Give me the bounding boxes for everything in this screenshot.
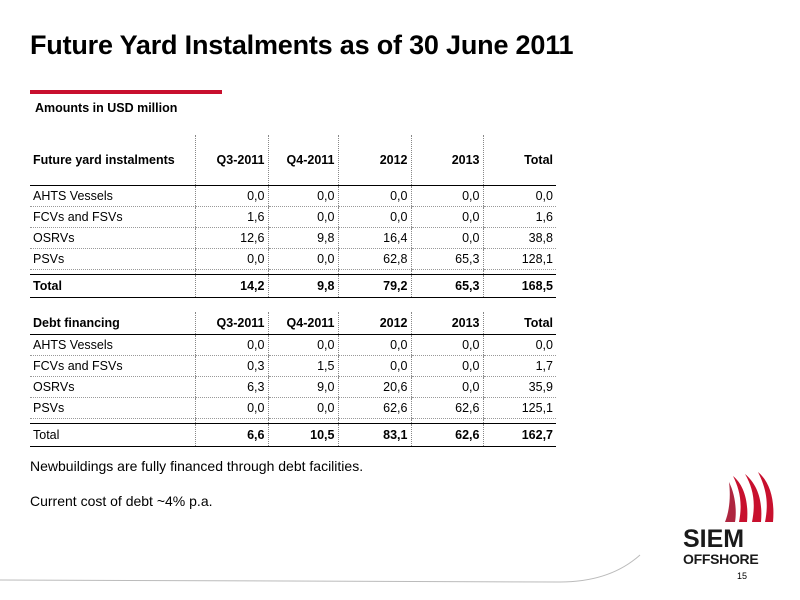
total-cell: 65,3 xyxy=(411,274,483,297)
header-cell: Q3-2011 xyxy=(195,312,268,334)
cell: 0,0 xyxy=(268,185,338,206)
total-cell: 79,2 xyxy=(338,274,411,297)
total-cell: 83,1 xyxy=(338,423,411,446)
cell: 0,0 xyxy=(411,355,483,376)
cell: 6,3 xyxy=(195,376,268,397)
header-cell: 2013 xyxy=(411,135,483,185)
cell: 62,8 xyxy=(338,248,411,269)
header-cell: Q4-2011 xyxy=(268,135,338,185)
total-cell: 14,2 xyxy=(195,274,268,297)
cell: 0,0 xyxy=(411,334,483,355)
row-label: OSRVs xyxy=(30,227,195,248)
table-row xyxy=(30,206,556,227)
cell: 0,0 xyxy=(483,334,556,355)
cell: 0,0 xyxy=(268,206,338,227)
table-header-row xyxy=(30,135,556,185)
logo-text-siem: SIEM xyxy=(683,525,745,553)
row-label: FCVs and FSVs xyxy=(30,355,195,376)
header-cell: Q3-2011 xyxy=(195,135,268,185)
table-row xyxy=(30,248,556,269)
cell: 125,1 xyxy=(483,397,556,418)
cell: 0,0 xyxy=(483,185,556,206)
cell: 1,5 xyxy=(268,355,338,376)
cell: 0,0 xyxy=(268,248,338,269)
row-label: AHTS Vessels xyxy=(30,185,195,206)
total-label: Total xyxy=(30,423,195,446)
cell: 38,8 xyxy=(483,227,556,248)
cell: 0,3 xyxy=(195,355,268,376)
cell: 0,0 xyxy=(195,334,268,355)
page-number: 15 xyxy=(737,571,748,581)
cell: 20,6 xyxy=(338,376,411,397)
header-cell: Q4-2011 xyxy=(268,312,338,334)
header-cell: Future yard instalments xyxy=(30,135,195,185)
page-title: Future Yard Instalments as of 30 June 2011 xyxy=(30,30,574,60)
cell: 0,0 xyxy=(338,206,411,227)
cell: 9,8 xyxy=(268,227,338,248)
header-cell: 2012 xyxy=(338,135,411,185)
cell: 0,0 xyxy=(411,227,483,248)
cell: 0,0 xyxy=(411,206,483,227)
cell: 0,0 xyxy=(195,248,268,269)
total-label: Total xyxy=(30,274,195,297)
cell: 9,0 xyxy=(268,376,338,397)
cell: 0,0 xyxy=(195,397,268,418)
total-cell: 62,6 xyxy=(411,423,483,446)
cell: 0,0 xyxy=(411,185,483,206)
row-label: FCVs and FSVs xyxy=(30,206,195,227)
cell: 1,6 xyxy=(483,206,556,227)
cell: 62,6 xyxy=(411,397,483,418)
table-row xyxy=(30,227,556,248)
note-financing: Newbuildings are fully financed through debt facilities. xyxy=(30,458,364,474)
header-cell: Total xyxy=(483,135,556,185)
cell: 1,6 xyxy=(195,206,268,227)
cell: 62,6 xyxy=(338,397,411,418)
title-underline xyxy=(30,90,222,94)
debt-financing-table xyxy=(30,312,556,447)
cell: 0,0 xyxy=(338,185,411,206)
cell: 0,0 xyxy=(338,334,411,355)
total-cell: 6,6 xyxy=(195,423,268,446)
table-row xyxy=(30,334,556,355)
table-row xyxy=(30,397,556,418)
note-cost-of-debt: Current cost of debt ~4% p.a. xyxy=(30,493,213,509)
logo-text-offshore: OFFSHORE xyxy=(683,551,759,567)
total-cell: 168,5 xyxy=(483,274,556,297)
instalments-table xyxy=(30,135,556,298)
cell: 0,0 xyxy=(195,185,268,206)
table-row xyxy=(30,355,556,376)
table-row xyxy=(30,376,556,397)
table-header-row xyxy=(30,312,556,334)
cell: 65,3 xyxy=(411,248,483,269)
cell: 12,6 xyxy=(195,227,268,248)
header-cell: 2013 xyxy=(411,312,483,334)
total-row xyxy=(30,423,556,446)
row-label: OSRVs xyxy=(30,376,195,397)
row-label: PSVs xyxy=(30,248,195,269)
header-cell: Total xyxy=(483,312,556,334)
header-cell: 2012 xyxy=(338,312,411,334)
cell: 35,9 xyxy=(483,376,556,397)
cell: 128,1 xyxy=(483,248,556,269)
amounts-label: Amounts in USD million xyxy=(35,101,178,115)
total-cell: 162,7 xyxy=(483,423,556,446)
row-label: AHTS Vessels xyxy=(30,334,195,355)
cell: 0,0 xyxy=(268,334,338,355)
table-row xyxy=(30,185,556,206)
total-row xyxy=(30,274,556,297)
cell: 16,4 xyxy=(338,227,411,248)
cell: 0,0 xyxy=(338,355,411,376)
total-cell: 9,8 xyxy=(268,274,338,297)
cell: 1,7 xyxy=(483,355,556,376)
total-cell: 10,5 xyxy=(268,423,338,446)
header-cell: Debt financing xyxy=(30,312,195,334)
row-label: PSVs xyxy=(30,397,195,418)
cell: 0,0 xyxy=(411,376,483,397)
cell: 0,0 xyxy=(268,397,338,418)
